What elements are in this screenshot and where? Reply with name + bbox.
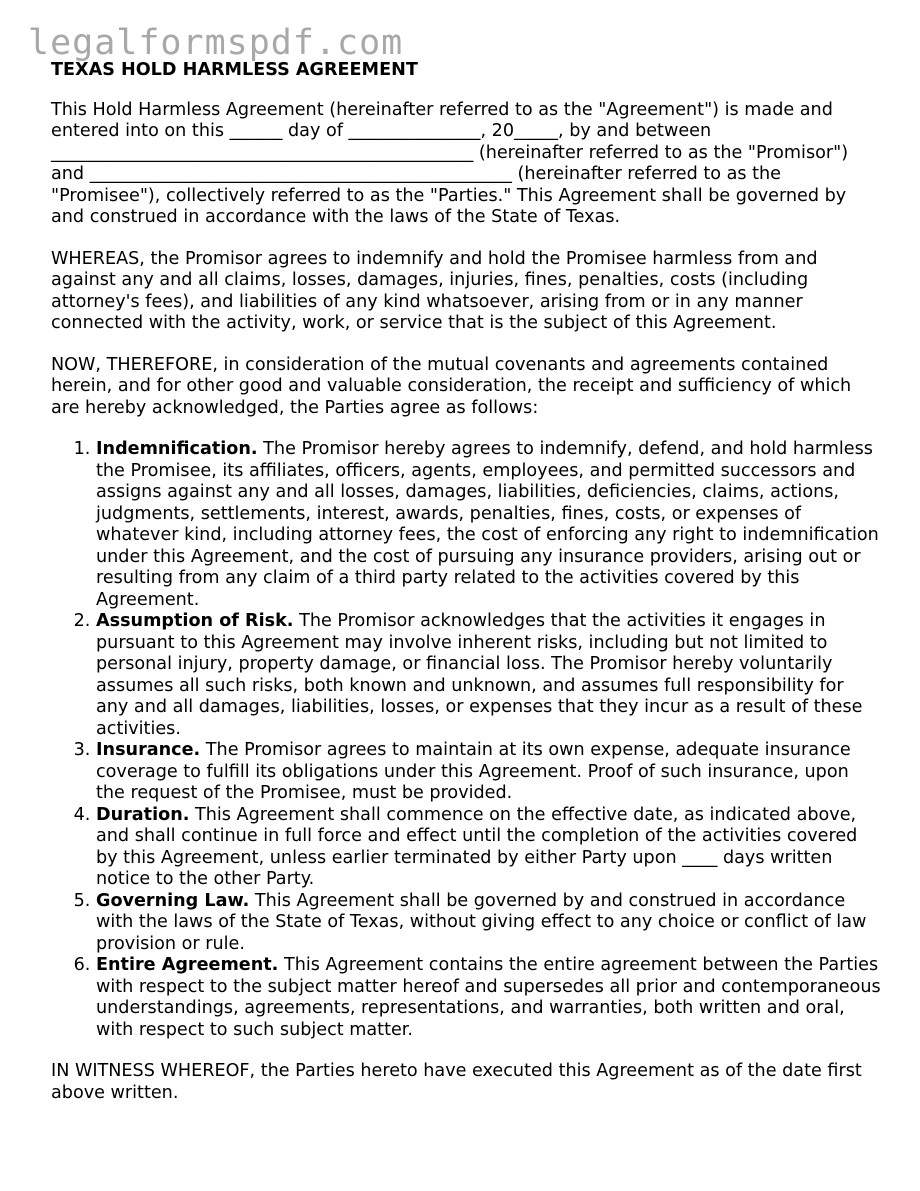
clause-text: This Agreement shall be governed by and construed in accordance with the laws of the State of Texas, without giving effect to any choice or conflict of law provision or rule. [96, 890, 867, 954]
clause-text: The Promisor hereby agrees to indemnify, defend, and hold harmless the Promisee, its affiliates, officers, agents, employees, and permitted successors and assigns against any and all losses, damages, liabilities, deficiencies, claims, actions, judgments, settlements, interest, awards, penalties, fines, costs, or expenses of whatever kind, including attorney fees, the cost of enforcing any right to indemnification under this Agreement, and the cost of pursuing any insurance providers, arising out or resulting from any claim of a third party related to the activities covered by this Agreement. [96, 439, 879, 610]
clause-item [96, 891, 881, 956]
clause-text: This Agreement contains the entire agreement between the Parties with respect to the subject matter hereof and supersedes all prior and contemporaneous understandings, agreements, representations, and warranties, both written and oral, with respect to such subject matter. [96, 955, 881, 1040]
clause-heading: Insurance. [96, 740, 201, 760]
document-body [51, 60, 881, 1124]
clause-list [51, 439, 881, 1041]
clause-text: This Agreement shall commence on the effective date, as indicated above, and shall continue in full force and effect until the completion of the activities covered by this Agreement, unless earlier terminated by either Party upon ____ days written notice to the other Party. [96, 804, 858, 889]
document-title: TEXAS HOLD HARMLESS AGREEMENT [51, 60, 418, 80]
clause-heading: Duration. [96, 804, 190, 825]
watermark: legalformspdf.com [28, 23, 404, 63]
clause-heading: Assumption of Risk. [96, 611, 294, 631]
intro-paragraph: This Hold Harmless Agreement (hereinafter referred to as the "Agreement") is made and entered into on this ______ day of _______________, 20_____, by and between ________________________________________________ (hereinafter referred to as the "Promisor") and ________________________________________________ (hereinafter referred to as the "Promisee"), collectively referred to as the "Parties." This Agreement shall be governed by and construed in accordance with the laws of the State of Texas. [51, 99, 849, 227]
now-therefore-paragraph: NOW, THEREFORE, in consideration of the mutual covenants and agreements contained herein, and for other good and valuable consideration, the receipt and sufficiency of which are hereby acknowledged, the Parties agree as follows: [51, 354, 852, 418]
clause-text: The Promisor acknowledges that the activities it engages in pursuant to this Agreement may involve inherent risks, including but not limited to personal injury, property damage, or financial loss. The Promisor hereby voluntarily assumes all such risks, both known and unknown, and assumes full responsibility for any and all damages, liabilities, losses, or expenses that they incur as a result of these activities. [96, 611, 863, 739]
clause-heading: Governing Law. [96, 890, 250, 911]
clause-text: The Promisor agrees to maintain at its own expense, adequate insurance coverage to fulfill its obligations under this Agreement. Proof of such insurance, upon the request of the Promisee, must be provided. [96, 740, 851, 803]
clause-item [96, 740, 881, 805]
clause-item [96, 805, 881, 891]
clause-item [96, 439, 881, 611]
whereas-paragraph: WHEREAS, the Promisor agrees to indemnify and hold the Promisee harmless from and against any and all claims, losses, damages, injuries, fines, penalties, costs (including attorney's fees), and liabilities of any kind whatsoever, arising from or in any manner connected with the activity, work, or service that is the subject of this Agreement. [51, 248, 818, 333]
clause-heading: Indemnification. [96, 439, 258, 459]
clause-item [96, 611, 881, 740]
clause-heading: Entire Agreement. [96, 955, 279, 975]
witness-paragraph: IN WITNESS WHEREOF, the Parties hereto have executed this Agreement as of the date first above written. [51, 1061, 862, 1103]
clause-item [96, 955, 881, 1041]
